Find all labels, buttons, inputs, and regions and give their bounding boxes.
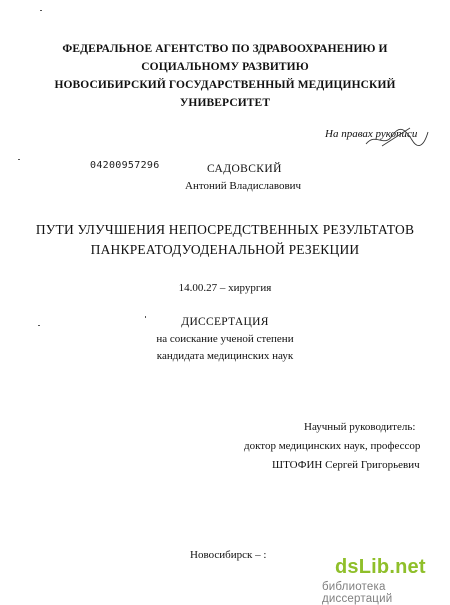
registration-number: 04200957296 — [90, 160, 160, 171]
org-line-4: УНИВЕРСИТЕТ — [179, 97, 271, 109]
watermark-logo-prefix: dsLib — [335, 556, 390, 578]
specialty-code: 14.00.27 – хирургия — [178, 282, 272, 294]
scan-speck — [18, 159, 20, 160]
dissertation-heading: ДИССЕРТАЦИЯ — [181, 316, 269, 328]
scan-speck — [40, 10, 42, 11]
watermark-subtitle: библиотека диссертаций — [322, 581, 393, 605]
supervisor-name: ШТОФИН Сергей Григорьевич — [272, 459, 420, 471]
org-line-1: ФЕДЕРАЛЬНОЕ АГЕНТСТВО ПО ЗДРАВООХРАНЕНИЮ И — [62, 43, 388, 55]
degree-line-1: на соискание ученой степени — [156, 333, 294, 345]
organization-header — [0, 40, 450, 112]
dissertation-title-line-1: ПУТИ УЛУЧШЕНИЯ НЕПОСРЕДСТВЕННЫХ РЕЗУЛЬТАТОВ — [35, 222, 415, 237]
org-line-3: НОВОСИБИРСКИЙ ГОСУДАРСТВЕННЫЙ МЕДИЦИНСКИЙ — [54, 79, 396, 91]
rights-note: На правах рукописи — [325, 128, 418, 140]
watermark-logo-suffix: .net — [389, 556, 426, 578]
city-year: Новосибирск – : — [190, 549, 267, 561]
org-line-2: СОЦИАЛЬНОМУ РАЗВИТИЮ — [141, 61, 309, 73]
supervisor-credentials: доктор медицинских наук, профессор — [244, 440, 421, 452]
author-surname: САДОВСКИЙ — [207, 163, 282, 175]
degree-line-2: кандидата медицинских наук — [156, 350, 294, 362]
author-name: Антоний Владиславович — [185, 180, 302, 192]
watermark-logo — [335, 556, 426, 579]
supervisor-label: Научный руководитель: — [304, 421, 416, 433]
signature-scribble — [362, 126, 432, 152]
dissertation-title-line-2: ПАНКРЕАТОДУОДЕНАЛЬНОЙ РЕЗЕКЦИИ — [90, 242, 360, 257]
